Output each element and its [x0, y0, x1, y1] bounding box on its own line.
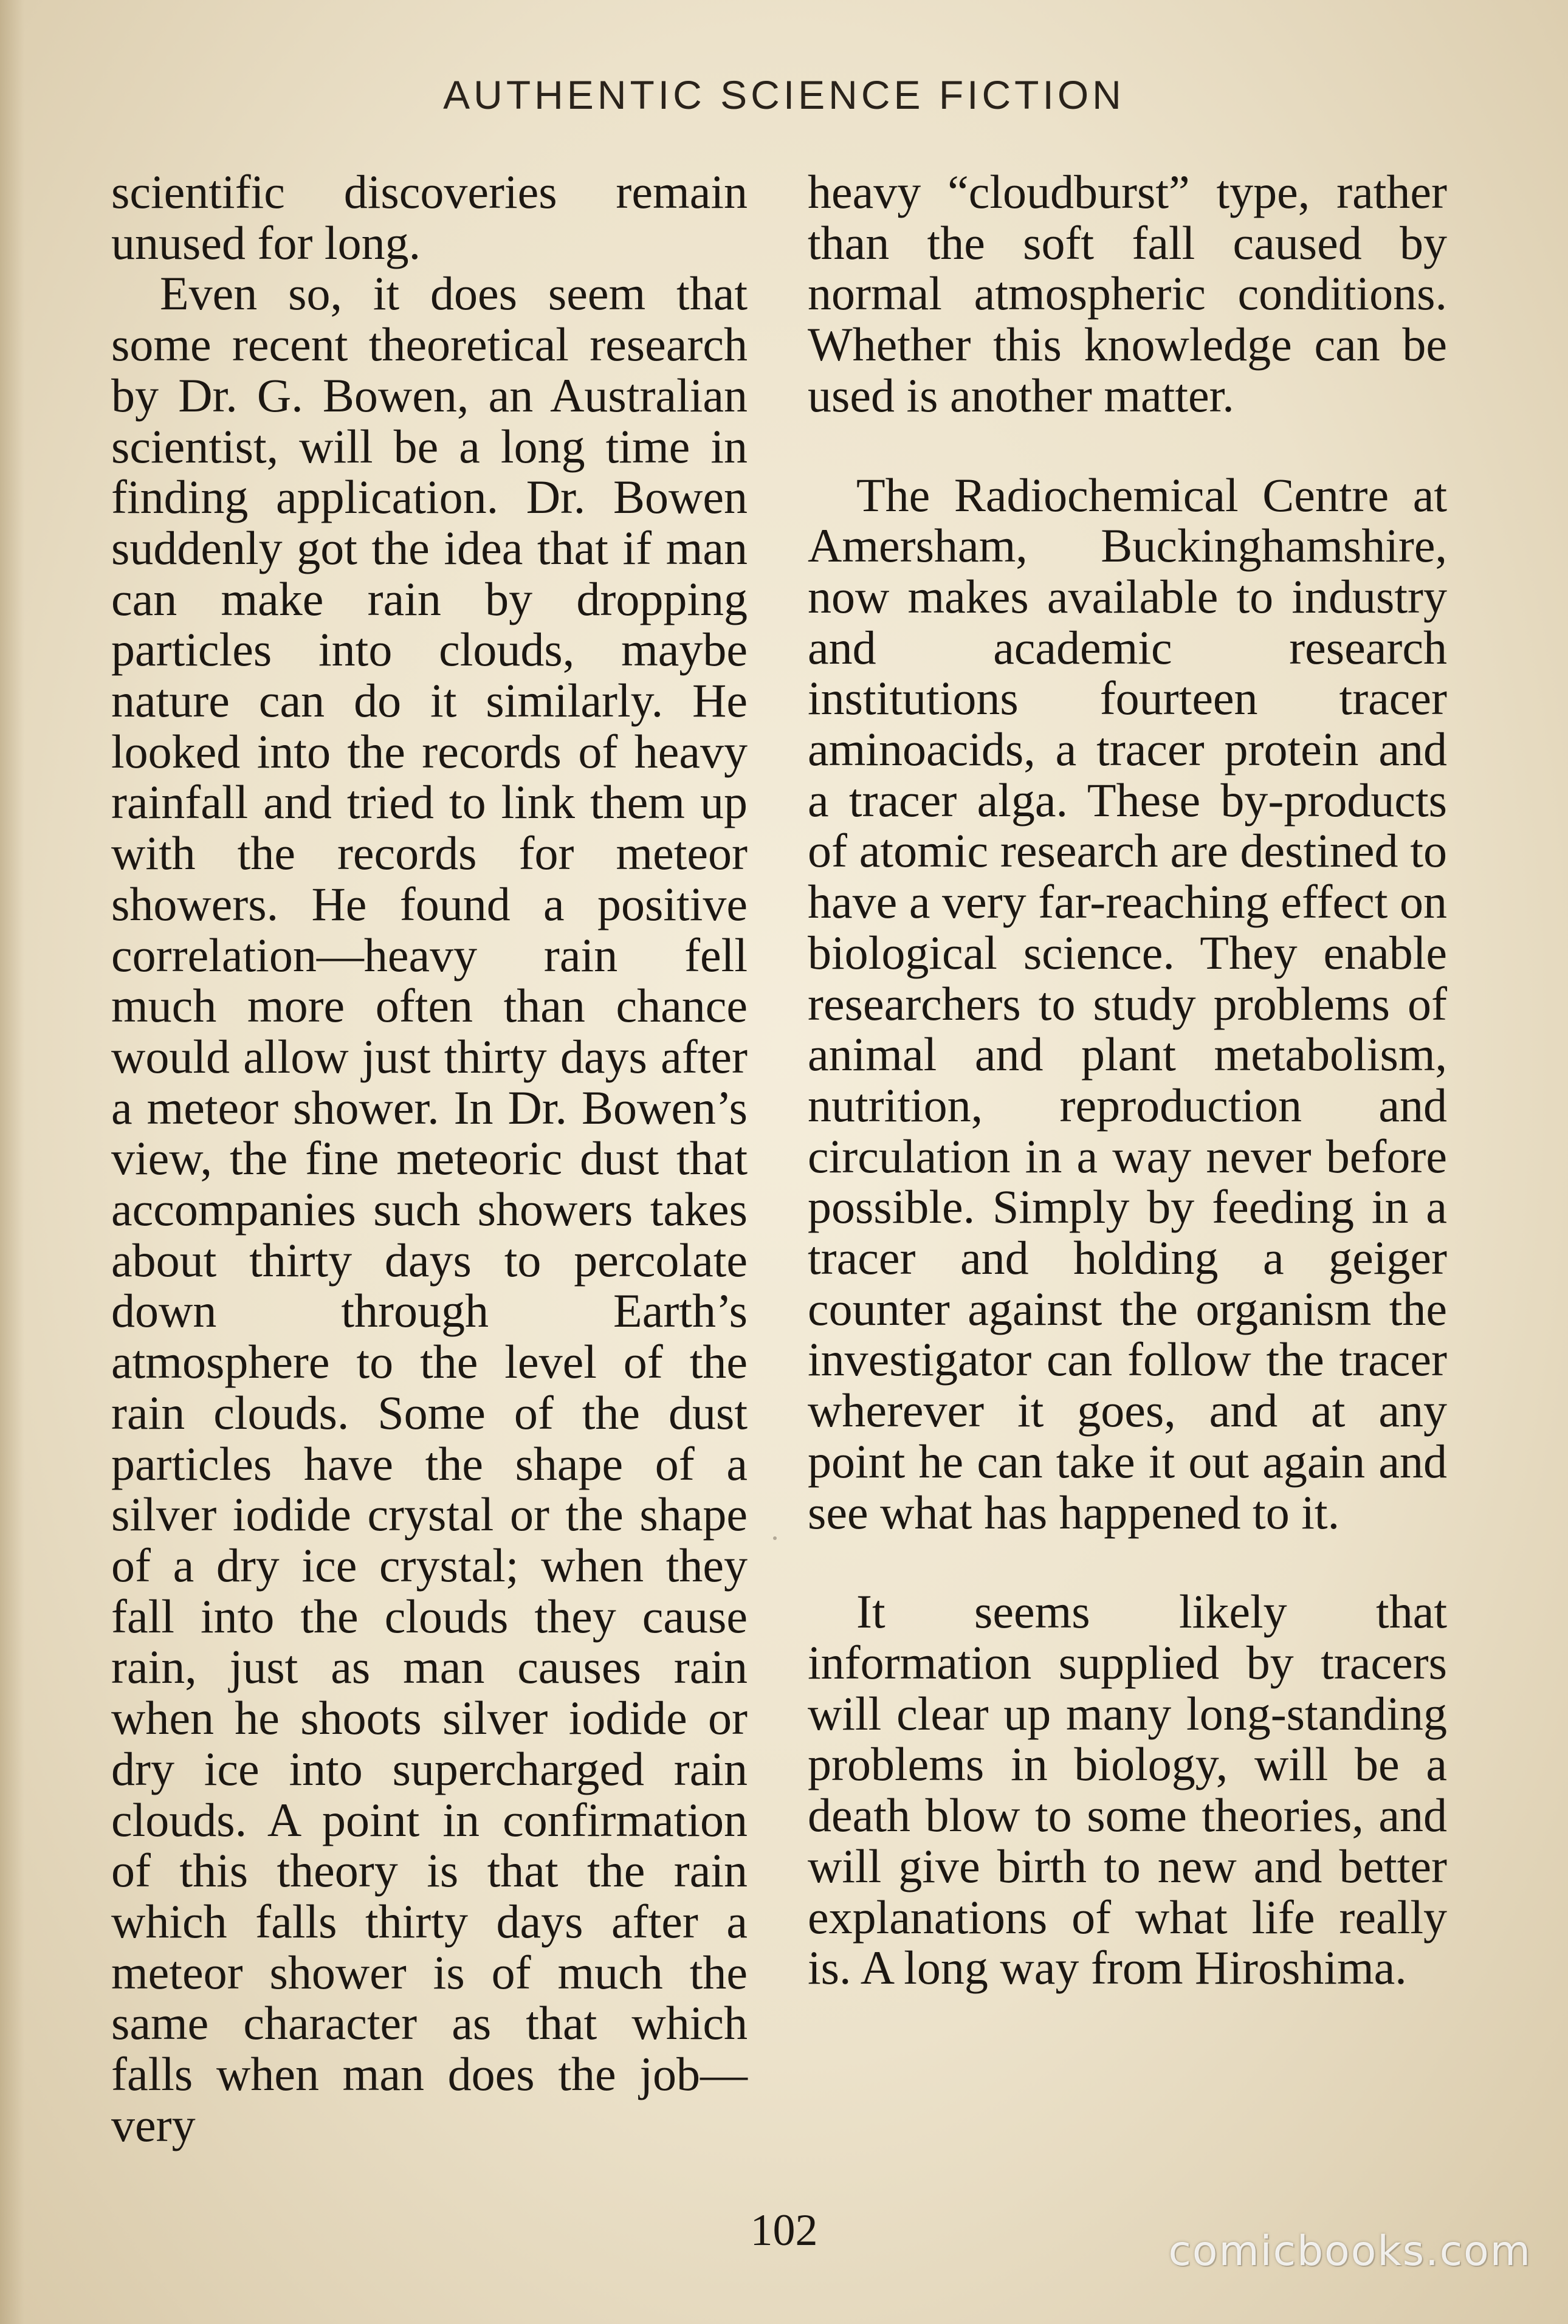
- page-edge-shadow: [0, 0, 24, 2324]
- left-text-column: [111, 167, 748, 2150]
- paragraph-continued: scientific discoveries remain unused for long.: [111, 165, 748, 269]
- paragraph-cloudburst: heavy “cloudburst” type, rather than the soft fall caused by normal atmospheric conditions. Whether this knowledge can be used is another matter.: [808, 165, 1447, 422]
- paragraph-radiochemical-centre: The Radiochemical Centre at Amersham, Buckinghamshire, now makes available to industry and academic research institutions fourteen tracer aminoacids, a tracer protein and a tracer alga. These by-products of atomic research are destined to have a very far-reaching effect on biological science. They enable researchers to study problems of animal and plant metabolism, nutrition, reproduction and circulation in a way never before possible. Simply by feeding in a tracer and holding a geiger counter against the organism the investigator can follow the tracer wherever it goes, and at any point he can take it out again and see what has happened to it.: [808, 468, 1447, 1539]
- paragraph-tracers-conclusion: It seems likely that information supplied by tracers will clear up many long-standing problems in biology, will be a death blow to some theories, and will give birth to new and better explanations of what life really is. A long way from Hiroshima.: [808, 1585, 1447, 1995]
- page-number: 102: [750, 2205, 818, 2255]
- running-header: AUTHENTIC SCIENCE FICTION: [443, 72, 1125, 117]
- print-speck: [773, 1536, 777, 1540]
- watermark-text: comicbooks.com: [1168, 2227, 1532, 2275]
- paragraph-bowen-theory: Even so, it does seem that some recent theoretical research by Dr. G. Bowen, an Australian scientist, will be a long time in finding application. Dr. Bowen suddenly got the idea that if man can make rain by dropping particles into clouds, maybe nature can do it similarly. He looked into the records of heavy rainfall and tried to link them up with the records for meteor showers. He found a positive correlation—heavy rain fell much more often than chance would allow just thirty days after a meteor shower. In Dr. Bowen’s view, the fine meteoric dust that accompanies such showers takes about thirty days to percolate down through Earth’s atmosphere to the level of the rain clouds. Some of the dust particles have the shape of a silver iodide crystal or the shape of a dry ice crystal; when they fall into the clouds they cause rain, just as man causes rain when he shoots silver iodide or dry ice into supercharged rain clouds. A point in confirmation of this theory is that the rain which falls thirty days after a meteor shower is of much the same character as that which falls when man does the job—very: [111, 267, 748, 2151]
- right-text-column: [808, 167, 1447, 1993]
